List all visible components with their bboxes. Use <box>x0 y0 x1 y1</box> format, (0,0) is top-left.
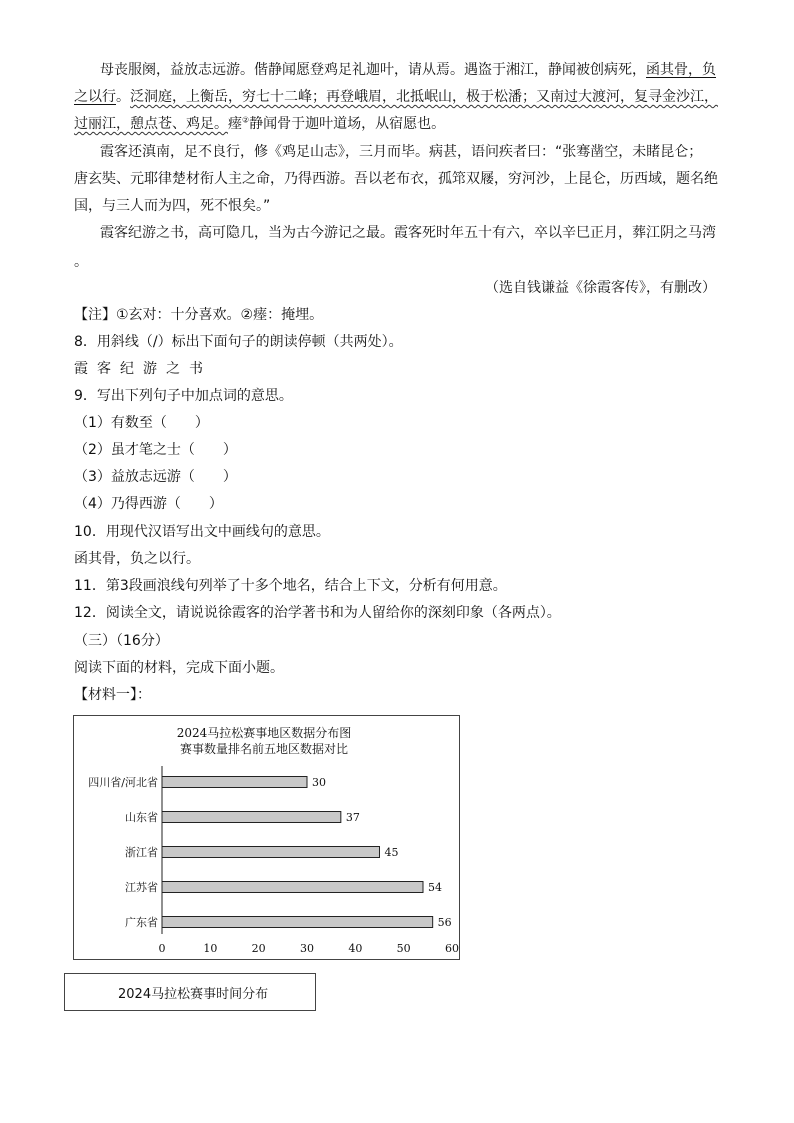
x-tick-label: 50 <box>396 942 411 955</box>
chart-subtitle: 赛事数量排名前五地区数据对比 <box>179 742 349 756</box>
question-11: 11．第3段画浪线句列举了十多个地名，结合上下文，分析有何用意。 <box>74 578 507 594</box>
bar <box>162 882 423 893</box>
underlined-phrase: 函其骨，负 <box>646 62 716 78</box>
para2-line1: 霞客还滇南，足不良行，修《鸡足山志》，三月而毕。病甚，语问疾者曰：“张骞凿空，未睹昆仑； <box>100 144 703 160</box>
para2-line2: 唐玄奘、元耶律楚材衔人主之命，乃得西游。吾以老布衣，孤筇双屦，穷河沙，上昆仑，历西域，题名绝 <box>74 171 718 187</box>
wavy-underlined-text: 过丽江，憩点苍、鸡足。 <box>74 116 228 132</box>
question-10-sentence: 函其骨，负之以行。 <box>74 551 200 567</box>
question-9: 9．写出下列句子中加点词的意思。 <box>74 388 293 404</box>
data-label: 37 <box>345 811 360 824</box>
question-8-sentence: 霞客纪游之书 <box>74 361 212 377</box>
para3-line2: 。 <box>74 254 88 270</box>
bar <box>162 847 380 858</box>
data-label: 30 <box>312 776 326 789</box>
source-citation: （选自钱谦益《徐霞客传》，有删改） <box>485 280 716 296</box>
data-label: 56 <box>437 916 452 929</box>
x-tick-label: 40 <box>348 942 363 955</box>
para1-text: 瘗 <box>228 116 242 132</box>
material-1-label: 【材料一】： <box>74 687 151 703</box>
x-tick-label: 10 <box>203 942 218 955</box>
question-10: 10．用现代汉语写出文中画线句的意思。 <box>74 524 330 540</box>
x-tick-label: 30 <box>300 942 314 955</box>
bar <box>162 917 433 928</box>
bars-group <box>88 775 451 929</box>
time-distribution-label: 2024马拉松赛事时间分布 <box>118 987 269 1002</box>
time-distribution-box <box>64 973 316 1011</box>
wavy-underlined-text: 泛洞庭，上衡岳，穷七十二峰；再登峨眉，北抵岷山，极于松潘；又南过大渡河，复寻金沙江， <box>130 89 718 105</box>
category-label: 山东省 <box>125 811 158 824</box>
para1-line2 <box>74 87 718 107</box>
category-label: 四川省/河北省 <box>88 776 158 789</box>
question-9-item-4: （4）乃得西游（ ） <box>74 496 223 512</box>
x-tick-label: 60 <box>445 942 459 955</box>
question-8: 8．用斜线（/）标出下面句子的朗读停顿（共两处）。 <box>74 334 403 350</box>
para1-text: 静闻骨于迦叶道场，从宿愿也。 <box>249 116 446 132</box>
para1-text: 。 <box>116 89 130 105</box>
question-9-item-2: （2）虽才笔之士（ ） <box>74 442 237 458</box>
question-9-item-3: （3）益放志远游（ ） <box>74 469 237 485</box>
footnote-marker: ② <box>242 115 250 125</box>
marathon-region-chart <box>73 715 460 960</box>
x-tick-label: 0 <box>158 942 166 955</box>
data-label: 54 <box>428 881 442 894</box>
question-12: 12．阅读全文，请说说徐霞客的治学著书和为人留给你的深刻印象（各两点）。 <box>74 605 561 621</box>
category-label: 江苏省 <box>125 881 158 894</box>
para1-text: 母丧服阕，益放志远游。偕静闻愿登鸡足礼迦叶，请从焉。遇盗于湘江，静闻被创病死， <box>100 62 646 78</box>
section-3-title: （三）（16分） <box>74 633 169 649</box>
section-3-instruction: 阅读下面的材料，完成下面小题。 <box>74 660 284 676</box>
x-tick-label: 20 <box>251 942 266 955</box>
para1-line1 <box>100 60 716 80</box>
para3-line1: 霞客纪游之书，高可隐几，当为古今游记之最。霞客死时年五十有六，卒以辛巳正月，葬江阴之马湾 <box>100 225 716 241</box>
para1-line3 <box>74 114 445 134</box>
para2-line3: 国，与三人而为四，死不恨矣。” <box>74 198 271 214</box>
question-9-item-1: （1）有数至（ ） <box>74 415 209 431</box>
chart-title: 2024马拉松赛事地区数据分布图 <box>176 726 352 740</box>
annotation-note: 【注】①玄对：十分喜欢。②瘗：掩埋。 <box>74 307 324 323</box>
underlined-phrase: 之以行 <box>74 89 116 105</box>
data-label: 45 <box>384 846 399 859</box>
bar <box>162 777 307 788</box>
bar-chart <box>74 716 461 961</box>
category-label: 浙江省 <box>125 846 158 859</box>
category-label: 广东省 <box>125 916 158 929</box>
bar <box>162 812 341 823</box>
